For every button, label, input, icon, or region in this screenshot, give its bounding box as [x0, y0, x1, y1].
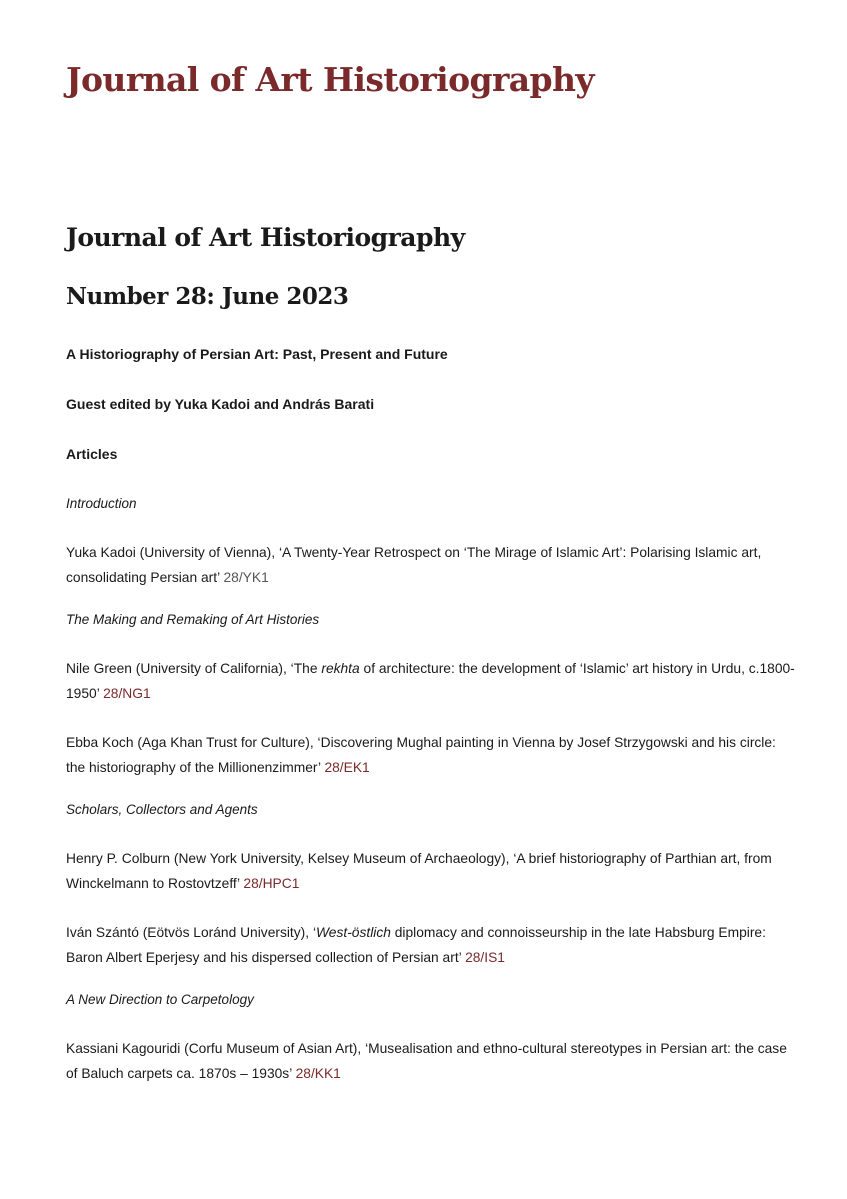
article-title-end: diplomacy and connoisseurship in the late Habsburg Empire: Baron Albert Eperjesy and his dispersed collection of Persian art’ — [66, 925, 766, 965]
article-link[interactable]: 28/KK1 — [295, 1066, 341, 1081]
main-content — [66, 220, 796, 1086]
site-title[interactable]: Journal of Art Historiography — [66, 60, 594, 99]
section-label-scholars-collectors: Scholars, Collectors and Agents — [66, 802, 258, 817]
article-title-italic: rekhta — [321, 661, 360, 676]
article-link[interactable]: 28/NG1 — [103, 686, 151, 701]
article-entry — [66, 1036, 796, 1086]
article-entry — [66, 846, 796, 896]
issue-theme: A Historiography of Persian Art: Past, Present and Future — [66, 346, 448, 362]
article-title-start: ‘The — [290, 661, 322, 676]
article-title: ‘A Twenty-Year Retrospect on ‘The Mirage of Islamic Art’: Polarising Islamic art, consolidating Persian art’ — [66, 545, 762, 585]
guest-editors: Guest edited by Yuka Kadoi and András Barati — [66, 396, 375, 412]
section-label-carpetology: A New Direction to Carpetology — [66, 992, 254, 1007]
articles-heading: Articles — [66, 446, 118, 462]
article-author: Kassiani Kagouridi (Corfu Museum of Asian Art), — [66, 1041, 366, 1056]
article-author: Nile Green (University of California), — [66, 661, 291, 676]
article-title: ‘Musealisation and ethno-cultural stereotypes in Persian art: the case of Baluch carpets ca. 1870s – 1930s’ — [66, 1041, 787, 1081]
section-label-making-remaking: The Making and Remaking of Art Histories — [66, 612, 320, 627]
article-author: Ebba Koch (Aga Khan Trust for Culture), — [66, 735, 318, 750]
article-author: Henry P. Colburn (New York University, Kelsey Museum of Archaeology), — [66, 851, 514, 866]
article-entry — [66, 920, 796, 970]
article-title-end: of architecture: the development of ‘Islamic’ art history in Urdu, c.1800-1950’ — [66, 661, 795, 701]
issue-heading: Number 28: June 2023 — [66, 283, 349, 310]
article-entry — [66, 656, 796, 706]
article-title-start: ‘ — [312, 925, 317, 940]
article-entry — [66, 730, 796, 780]
article-link[interactable]: 28/HPC1 — [243, 876, 300, 891]
article-link[interactable]: 28/EK1 — [324, 760, 370, 775]
article-title: ‘Discovering Mughal painting in Vienna by Josef Strzygowski and his circle: the historiography of the Millionenzimmer’ — [66, 735, 776, 775]
journal-heading: Journal of Art Historiography — [66, 223, 465, 252]
article-title: ‘A brief historiography of Parthian art, from Winckelmann to Rostovtzeff’ — [66, 851, 772, 891]
article-link[interactable]: 28/YK1 — [223, 570, 269, 585]
section-label-introduction: Introduction — [66, 496, 137, 511]
article-author: Yuka Kadoi (University of Vienna), — [66, 545, 279, 560]
article-author: Iván Szántó (Eötvös Loránd University), — [66, 925, 313, 940]
article-link[interactable]: 28/IS1 — [465, 950, 505, 965]
article-entry — [66, 540, 796, 590]
article-title-italic: West-östlich — [316, 925, 391, 940]
